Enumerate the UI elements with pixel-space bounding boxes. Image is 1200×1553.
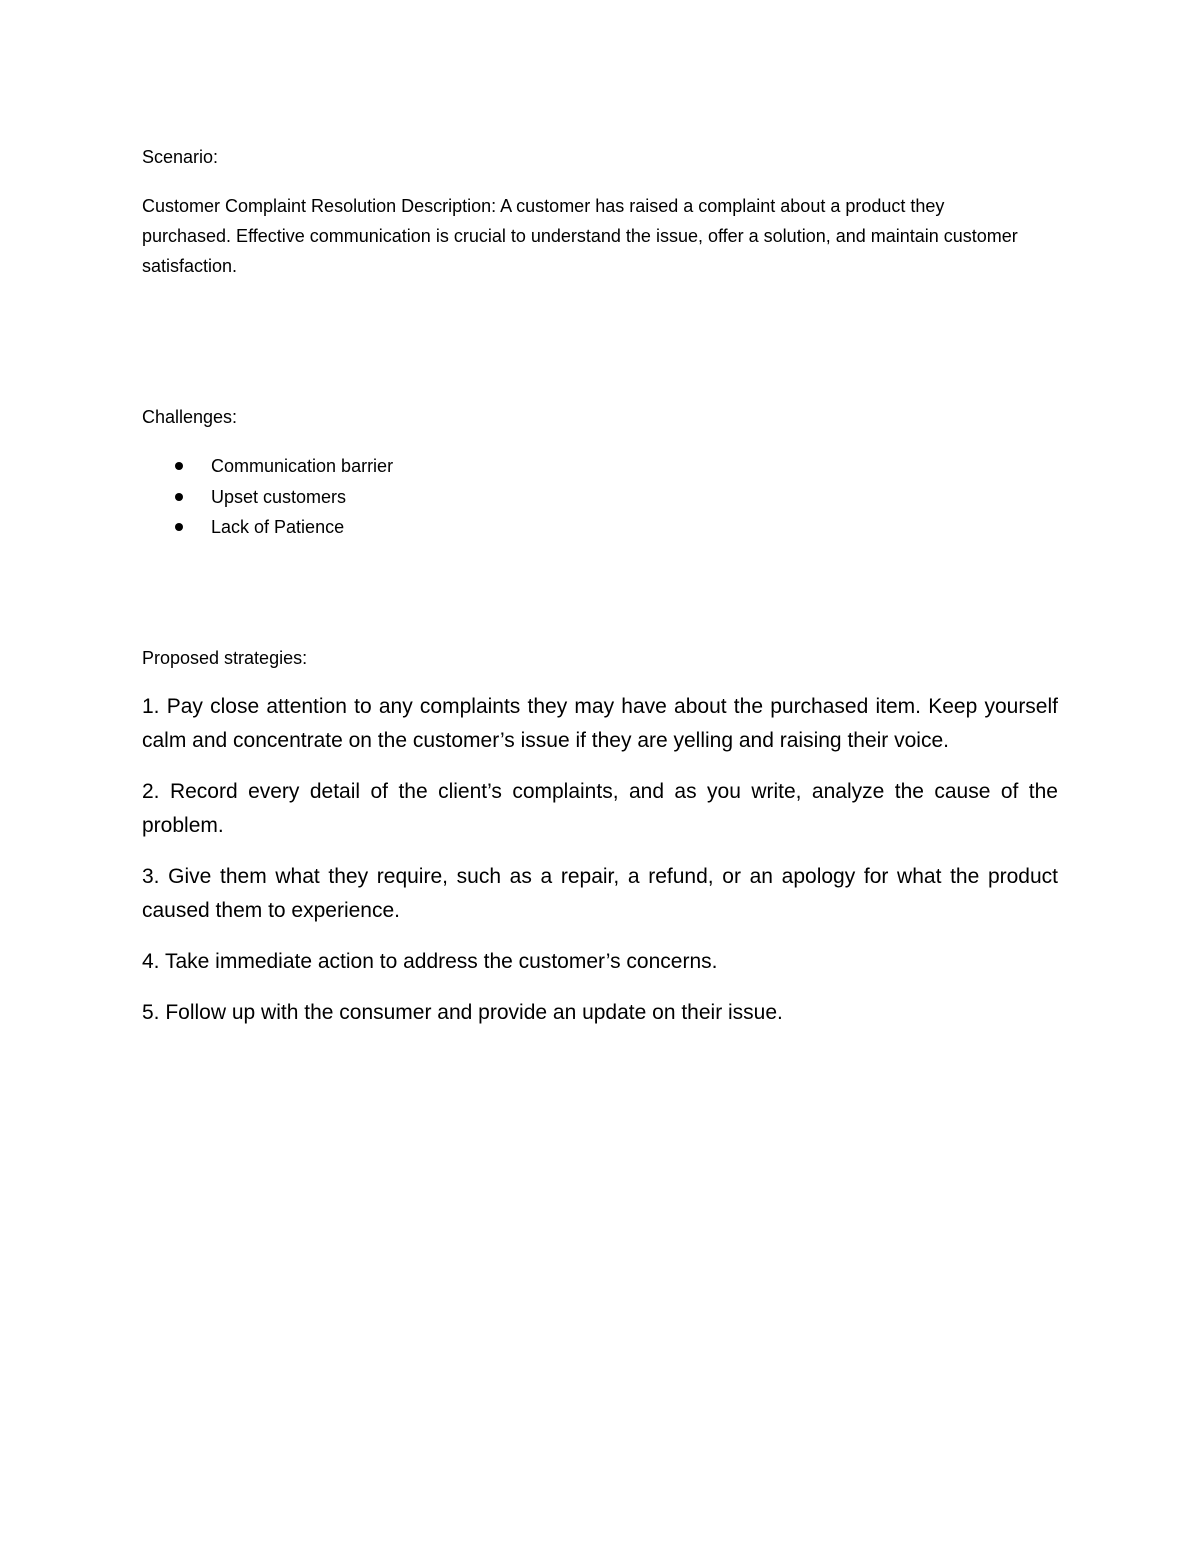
strategies-list bbox=[142, 690, 1058, 1047]
scenario-heading: Scenario: bbox=[142, 147, 219, 167]
strategies-heading: Proposed strategies: bbox=[142, 648, 308, 668]
challenges-heading: Challenges: bbox=[142, 407, 238, 427]
challenge-text: Communication barrier bbox=[211, 456, 394, 476]
challenge-text: Lack of Patience bbox=[211, 517, 345, 537]
bullet-icon bbox=[175, 493, 183, 501]
strategy-item: 4. Take immediate action to address the customer’s concerns. bbox=[142, 950, 718, 973]
bullet-icon bbox=[175, 462, 183, 470]
challenge-item bbox=[142, 482, 393, 513]
challenges-list bbox=[142, 451, 393, 543]
bullet-icon bbox=[175, 523, 183, 531]
strategy-item: 5. Follow up with the consumer and provide an update on their issue. bbox=[142, 1001, 783, 1024]
strategy-item: 2. Record every detail of the client’s complaints, and as you write, analyze the cause of the problem. bbox=[142, 780, 1058, 837]
scenario-description: Customer Complaint Resolution Description: A customer has raised a complaint about a product they purchased. Effective communication is crucial to understand the issue, offer a solution, and maintain customer satisfaction. bbox=[142, 196, 1018, 276]
strategy-item: 3. Give them what they require, such as a repair, a refund, or an apology for what the product caused them to experience. bbox=[142, 865, 1058, 922]
challenge-item bbox=[142, 512, 393, 543]
challenge-text: Upset customers bbox=[211, 486, 347, 507]
strategy-item: 1. Pay close attention to any complaints they may have about the purchased item. Keep yourself calm and concentrate on the customer’s issue if they are yelling and raising their voice. bbox=[142, 695, 1058, 752]
challenge-item bbox=[142, 451, 393, 482]
